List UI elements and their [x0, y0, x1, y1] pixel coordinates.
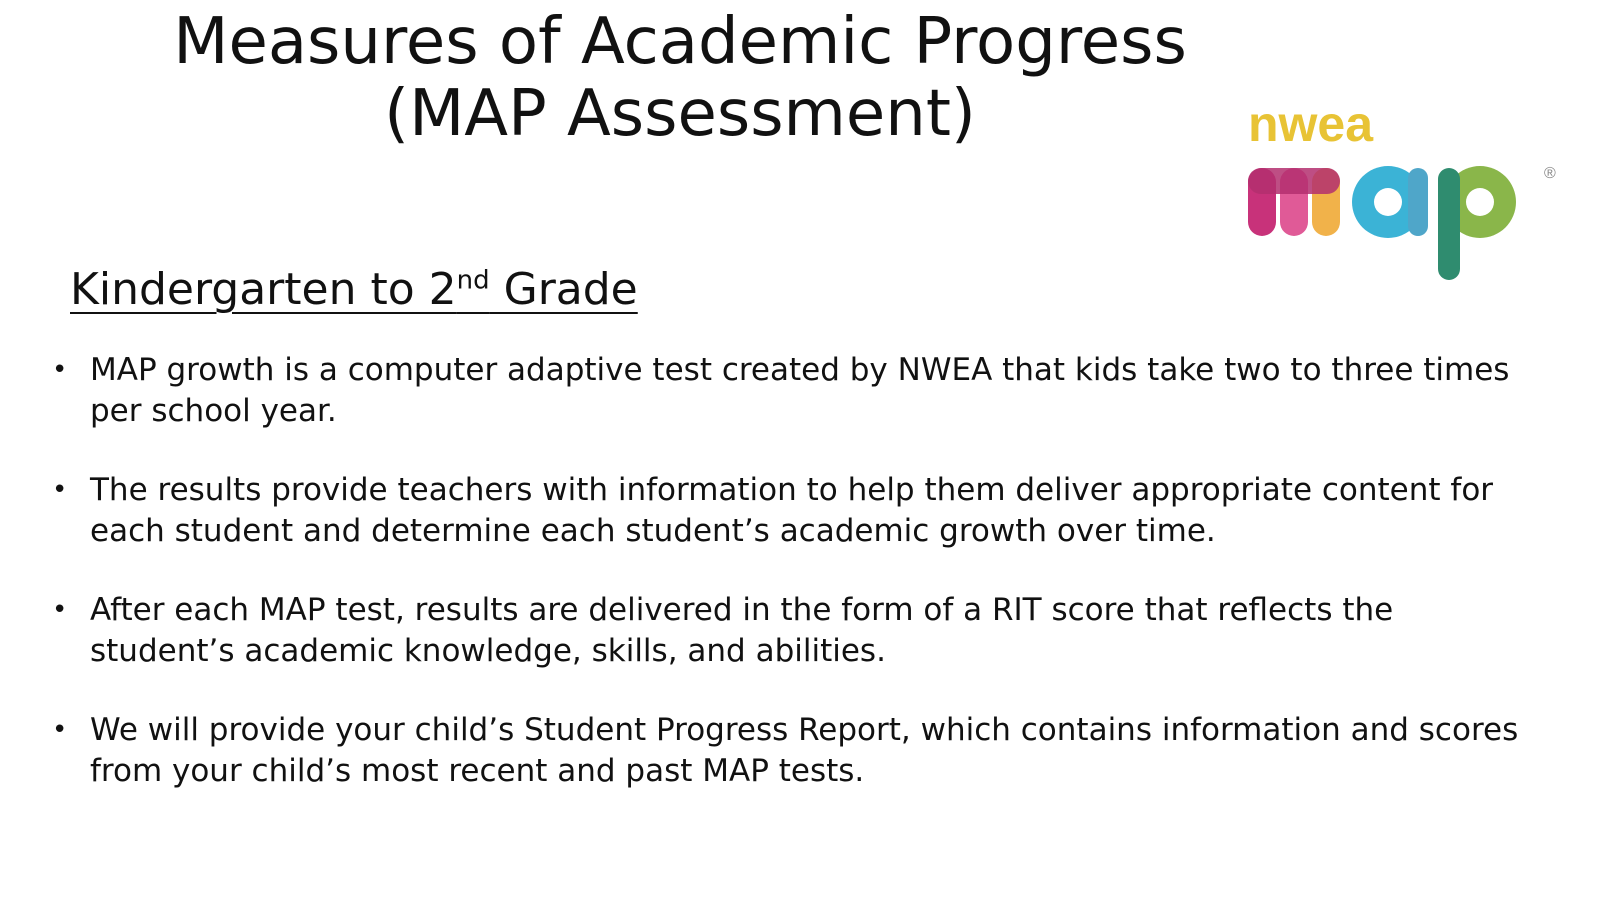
bullet-marker: • [52, 475, 68, 505]
title-line-1: Measures of Academic Progress [173, 5, 1187, 79]
logo-nwea-text: nwea [1248, 96, 1374, 152]
title-line-2: (MAP Assessment) [384, 77, 976, 151]
bullet-marker: • [52, 715, 68, 745]
section-heading-suffix: Grade [489, 264, 638, 315]
bullet-item [46, 710, 1546, 792]
page-title [60, 6, 1300, 150]
bullet-marker: • [52, 595, 68, 625]
nwea-map-logo [1248, 96, 1578, 286]
bullet-text: The results provide teachers with information to help them deliver appropriate content for each student and determine each student’s academic growth over time. [90, 472, 1494, 549]
bullet-text: After each MAP test, results are delivered in the form of a RIT score that reflects the student’s academic knowledge, skills, and abilities. [90, 592, 1394, 669]
logo-map-letters [1248, 166, 1516, 280]
bullet-list [46, 350, 1546, 830]
bullet-item [46, 350, 1546, 432]
section-heading-prefix: Kindergarten to 2 [70, 264, 457, 315]
section-heading [70, 262, 638, 318]
logo-registered-mark: ® [1544, 165, 1556, 182]
bullet-marker: • [52, 355, 68, 385]
bullet-item [46, 470, 1546, 552]
section-heading-superscript: nd [456, 265, 490, 296]
bullet-text: MAP growth is a computer adaptive test created by NWEA that kids take two to three times per school year. [90, 352, 1510, 429]
bullet-item [46, 590, 1546, 672]
nwea-map-logo-graphic [1248, 96, 1578, 286]
bullet-text: We will provide your child’s Student Progress Report, which contains information and scores from your child’s most recent and past MAP tests. [90, 712, 1519, 789]
